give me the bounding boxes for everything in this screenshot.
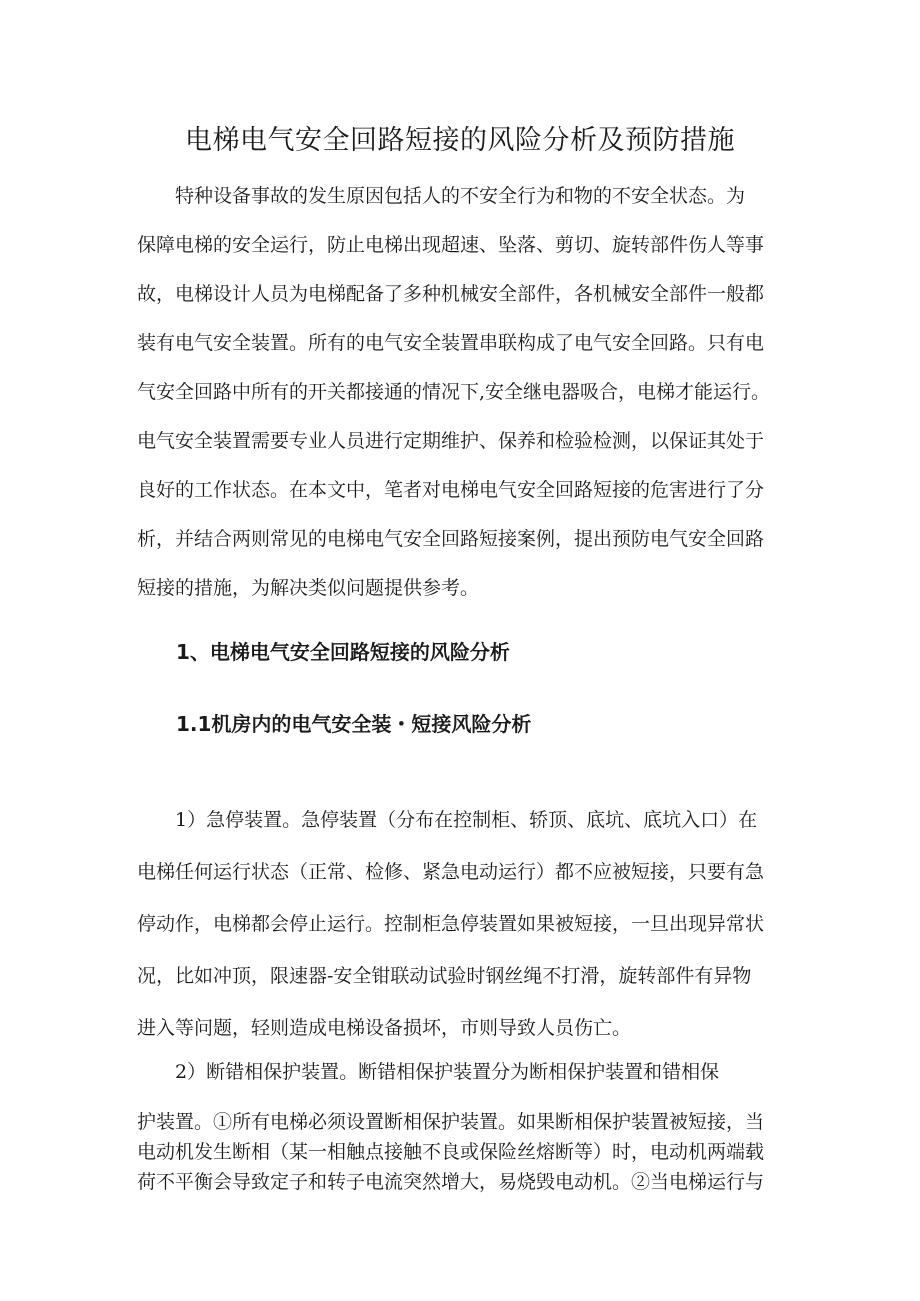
text-line: 电梯任何运行状态（正常、检修、紧急电动运行）都不应被短接，只要有急: [137, 861, 765, 883]
text-line: 停动作，电梯都会停止运行。控制柜急停装置如果被短接，一旦出现异常状: [137, 913, 765, 935]
text-line: 护装置。①所有电梯必须设置断相保护装置。如果断相保护装置被短接，当: [137, 1111, 765, 1133]
text-line: 电气安全装置需要专业人员进行定期维护、保养和检验检测，以保证其处于: [137, 430, 765, 452]
text-line: 保障电梯的安全运行，防止电梯出现超速、坠落、剪切、旋转部件伤人等事: [137, 234, 765, 256]
text-line: 气安全回路中所有的开关都接通的情况下,安全继电器吸合，电梯才能运行。: [137, 381, 771, 403]
text-line: 电动机发生断相（某一相触点接触不良或保险丝熔断等）时，电动机两端载: [137, 1141, 765, 1163]
document-title: 电梯电气安全回路短接的风险分析及预防措施: [185, 125, 735, 156]
text-line: 短接的措施，为解决类似问题提供参考。: [137, 577, 480, 599]
text-line: 况，比如冲顶，限速器-安全钳联动试验时钢丝绳不打滑，旋转部件有异物: [137, 965, 752, 987]
text-line: 装有电气安全装置。所有的电气安全装置串联构成了电气安全回路。只有电: [137, 332, 765, 354]
text-line: 析，并结合两则常见的电梯电气安全回路短接案例，提出预防电气安全回路: [137, 528, 765, 550]
text-line: 2）断错相保护装置。断错相保护装置分为断相保护装置和错相保: [175, 1061, 720, 1083]
section-heading: 1、电梯电气安全回路短接的风险分析: [176, 640, 510, 664]
text-line: 1）急停装置。急停装置（分布在控制柜、轿顶、底坑、底坑入口）在: [175, 809, 758, 831]
text-line: 故，电梯设计人员为电梯配备了多种机械安全部件，各机械安全部件一般都: [137, 283, 765, 305]
text-line: 进入等问题，轻则造成电梯设备损坏，市则导致人员伤亡。: [137, 1017, 632, 1039]
text-line: 荷不平衡会导致定子和转子电流突然增大，易烧毁电动机。②当电梯运行与: [137, 1171, 765, 1193]
item-2-paragraph: [137, 1107, 797, 1197]
item-2-first-line: [137, 1057, 797, 1087]
text-line: 特种设备事故的发生原因包括人的不安全行为和物的不安全状态。为: [175, 185, 746, 207]
text-line: 良好的工作状态。在本文中，笔者对电梯电气安全回路短接的危害进行了分: [137, 479, 765, 501]
subsection-heading: 1.1机房内的电气安全装・短接风险分析: [176, 712, 532, 736]
item-1-paragraph: [137, 794, 797, 1054]
intro-paragraph: [137, 172, 797, 613]
